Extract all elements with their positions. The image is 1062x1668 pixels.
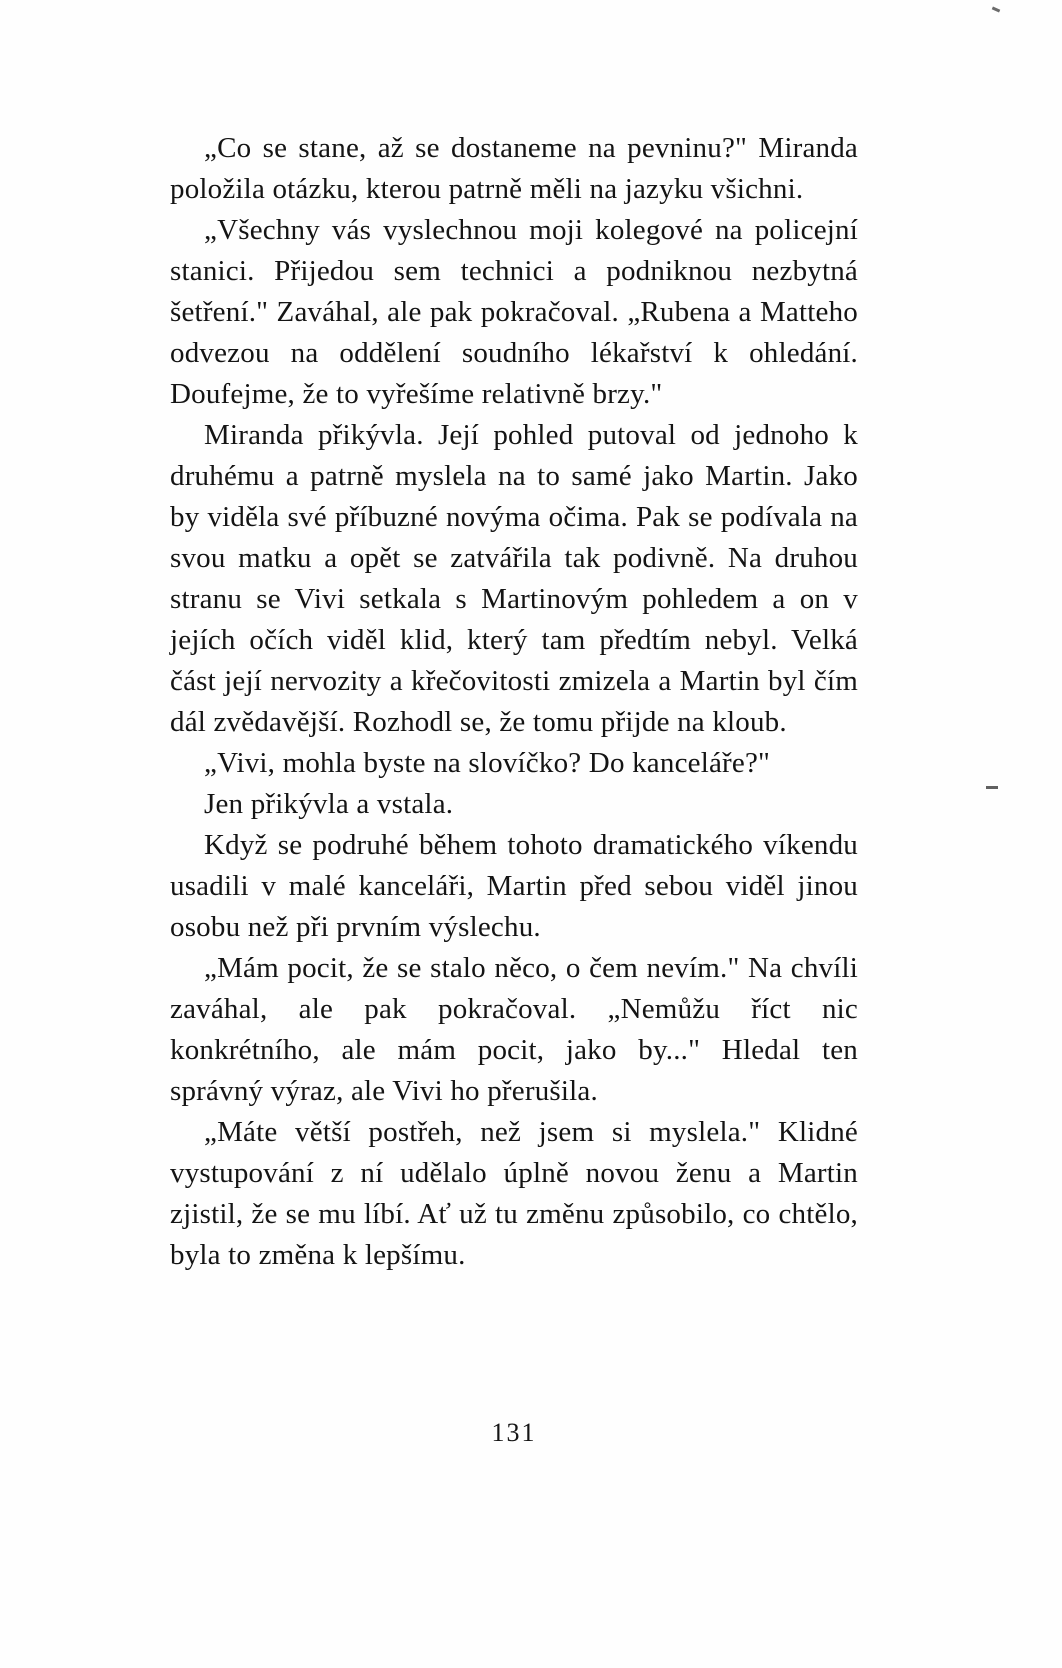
body-text bbox=[170, 128, 858, 1276]
paragraph: „Všechny vás vyslechnou moji kolegové na policejní stanici. Přijedou sem technici a podniknou nezbytná šetření." Zaváhal, ale pak pokračoval. „Rubena a Matteho odvezou na oddělení soudního lékařství k ohledání. Doufejme, že to vyřešíme relativně brzy." bbox=[170, 214, 858, 410]
scan-artifact-top bbox=[992, 7, 1001, 13]
paragraph: „Máte větší postřeh, než jsem si myslela." Klidné vystupování z ní udělalo úplně novou ženu a Martin zjistil, že se mu líbí. Ať už tu změnu způsobilo, co chtělo, byla to změna k lepšímu. bbox=[170, 1116, 858, 1271]
paragraph: „Mám pocit, že se stalo něco, o čem nevím." Na chvíli zaváhal, ale pak pokračoval. „Nemůžu říct nic konkrétního, ale mám pocit, jako by..." Hledal ten správný výraz, ale Vivi ho přerušila. bbox=[170, 952, 858, 1107]
paragraph: Jen přikývla a vstala. bbox=[204, 788, 454, 820]
scan-artifact-mid bbox=[986, 786, 998, 789]
paragraph: „Co se stane, až se dostaneme na pevninu?" Miranda položila otázku, kterou patrně měli na jazyku všichni. bbox=[170, 132, 858, 205]
paragraph: Miranda přikývla. Její pohled putoval od jednoho k druhému a patrně myslela na to samé jako Martin. Jako by viděla své příbuzné novýma očima. Pak se podívala na svou matku a opět se zatvářila tak podivně. Na druhou stranu se Vivi setkala s Martinovým pohledem a on v jejích očích viděl klid, který tam předtím nebyl. Velká část její nervozity a křečovitosti zmizela a Martin byl čím dál zvědavější. Rozhodl se, že tomu přijde na kloub. bbox=[170, 419, 858, 738]
page-number: 131 bbox=[491, 1418, 537, 1447]
paragraph: Když se podruhé během tohoto dramatického víkendu usadili v malé kanceláři, Martin před sebou viděl jinou osobu než při prvním výslechu. bbox=[170, 829, 858, 943]
paragraph: „Vivi, mohla byste na slovíčko? Do kanceláře?" bbox=[204, 747, 771, 779]
